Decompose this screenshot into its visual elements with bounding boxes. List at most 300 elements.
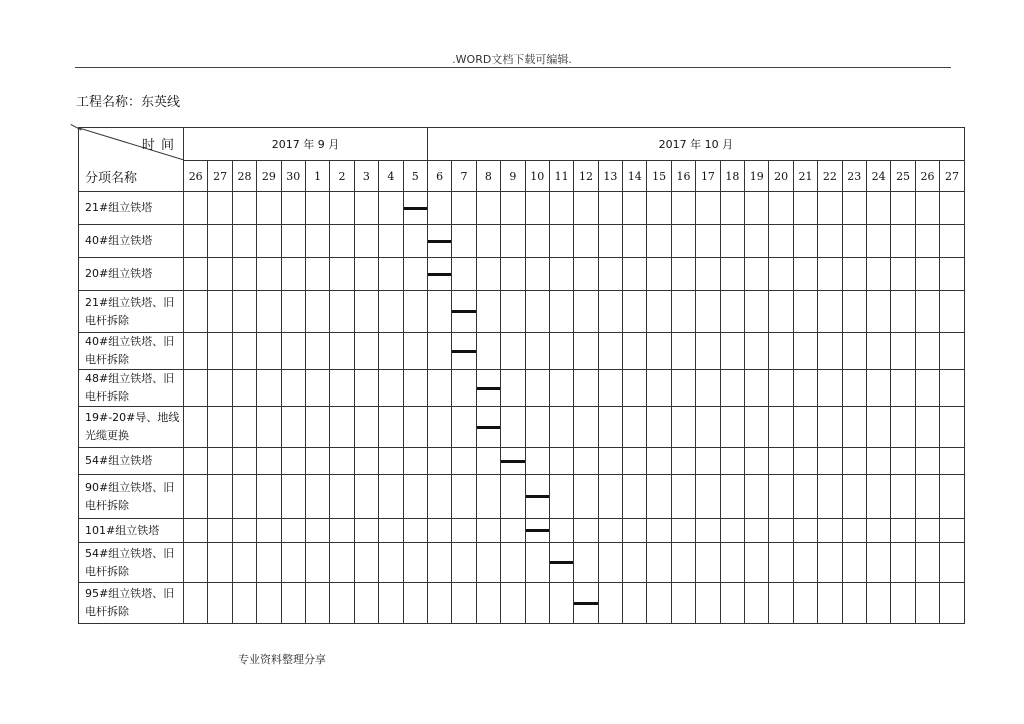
schedule-cell xyxy=(598,370,622,407)
schedule-cell xyxy=(574,333,598,370)
schedule-cell xyxy=(184,583,208,624)
schedule-cell xyxy=(915,258,939,291)
schedule-cell xyxy=(574,583,598,624)
table-row xyxy=(79,407,965,448)
day-header: 20 xyxy=(769,161,793,192)
schedule-cell xyxy=(940,519,965,543)
schedule-cell xyxy=(501,543,525,583)
schedule-cell xyxy=(305,192,329,225)
schedule-cell xyxy=(427,583,451,624)
task-name: 21#组立铁塔、旧电杆拆除 xyxy=(79,291,184,333)
day-header: 18 xyxy=(720,161,744,192)
schedule-cell xyxy=(403,543,427,583)
day-header: 24 xyxy=(866,161,890,192)
schedule-cell xyxy=(720,407,744,448)
table-row xyxy=(79,475,965,519)
schedule-cell xyxy=(623,258,647,291)
schedule-cell xyxy=(866,475,890,519)
day-header: 11 xyxy=(549,161,573,192)
schedule-cell xyxy=(525,407,549,448)
schedule-cell xyxy=(671,192,695,225)
schedule-cell xyxy=(671,448,695,475)
schedule-cell xyxy=(598,225,622,258)
schedule-cell xyxy=(403,333,427,370)
gantt-schedule-table xyxy=(78,127,965,624)
schedule-cell xyxy=(354,333,378,370)
schedule-cell xyxy=(427,291,451,333)
schedule-cell xyxy=(525,291,549,333)
schedule-cell xyxy=(818,448,842,475)
schedule-cell xyxy=(842,583,866,624)
schedule-cell xyxy=(549,519,573,543)
schedule-cell xyxy=(525,448,549,475)
schedule-cell xyxy=(208,370,232,407)
table-row xyxy=(79,192,965,225)
schedule-cell xyxy=(769,583,793,624)
schedule-cell xyxy=(501,448,525,475)
table-row xyxy=(79,370,965,407)
schedule-cell xyxy=(696,370,720,407)
table-row xyxy=(79,519,965,543)
day-header: 13 xyxy=(598,161,622,192)
schedule-cell xyxy=(818,192,842,225)
schedule-cell xyxy=(427,225,451,258)
schedule-cell xyxy=(769,370,793,407)
schedule-cell xyxy=(257,333,281,370)
task-name: 90#组立铁塔、旧电杆拆除 xyxy=(79,475,184,519)
schedule-cell xyxy=(720,519,744,543)
schedule-cell xyxy=(281,519,305,543)
schedule-cell xyxy=(549,291,573,333)
schedule-cell xyxy=(184,225,208,258)
schedule-cell xyxy=(769,258,793,291)
schedule-cell xyxy=(818,583,842,624)
header-rule xyxy=(75,67,951,68)
task-name: 19#-20#导、地线光缆更换 xyxy=(79,407,184,448)
schedule-bar xyxy=(452,350,475,353)
schedule-cell xyxy=(281,407,305,448)
schedule-cell xyxy=(842,543,866,583)
day-header: 12 xyxy=(574,161,598,192)
schedule-bar xyxy=(404,207,427,210)
schedule-cell xyxy=(305,258,329,291)
schedule-cell xyxy=(720,225,744,258)
schedule-cell xyxy=(696,333,720,370)
schedule-cell xyxy=(281,333,305,370)
schedule-cell xyxy=(501,258,525,291)
schedule-cell xyxy=(818,519,842,543)
schedule-cell xyxy=(745,519,769,543)
schedule-cell xyxy=(940,475,965,519)
schedule-cell xyxy=(257,258,281,291)
schedule-cell xyxy=(793,519,817,543)
schedule-cell xyxy=(574,448,598,475)
schedule-cell xyxy=(696,192,720,225)
schedule-cell xyxy=(330,407,354,448)
schedule-cell xyxy=(647,583,671,624)
schedule-cell xyxy=(915,583,939,624)
schedule-cell xyxy=(525,192,549,225)
schedule-cell xyxy=(891,519,915,543)
schedule-cell xyxy=(647,258,671,291)
schedule-cell xyxy=(818,291,842,333)
day-header: 21 xyxy=(793,161,817,192)
schedule-cell xyxy=(769,475,793,519)
schedule-cell xyxy=(671,258,695,291)
schedule-cell xyxy=(598,543,622,583)
schedule-cell xyxy=(623,519,647,543)
schedule-bar xyxy=(477,387,500,390)
schedule-cell xyxy=(891,192,915,225)
schedule-bar xyxy=(526,529,549,532)
schedule-cell xyxy=(427,448,451,475)
schedule-cell xyxy=(671,291,695,333)
schedule-cell xyxy=(793,258,817,291)
schedule-cell xyxy=(866,370,890,407)
schedule-cell xyxy=(793,291,817,333)
day-header: 1 xyxy=(305,161,329,192)
schedule-cell xyxy=(232,448,256,475)
schedule-cell xyxy=(379,475,403,519)
header-item-name-label: 分项名称 xyxy=(85,171,138,186)
schedule-cell xyxy=(330,225,354,258)
schedule-cell xyxy=(330,370,354,407)
day-header: 5 xyxy=(403,161,427,192)
schedule-cell xyxy=(793,407,817,448)
day-header: 2 xyxy=(330,161,354,192)
schedule-cell xyxy=(257,583,281,624)
day-header: 30 xyxy=(281,161,305,192)
schedule-cell xyxy=(793,192,817,225)
schedule-cell xyxy=(330,543,354,583)
schedule-cell xyxy=(671,407,695,448)
schedule-bar xyxy=(452,310,475,313)
schedule-cell xyxy=(232,543,256,583)
schedule-cell xyxy=(403,370,427,407)
schedule-cell xyxy=(427,519,451,543)
schedule-cell xyxy=(452,333,476,370)
schedule-cell xyxy=(598,291,622,333)
schedule-cell xyxy=(549,370,573,407)
schedule-cell xyxy=(647,333,671,370)
schedule-cell xyxy=(940,370,965,407)
schedule-cell xyxy=(476,448,500,475)
schedule-cell xyxy=(549,448,573,475)
schedule-cell xyxy=(940,258,965,291)
day-header: 3 xyxy=(354,161,378,192)
schedule-cell xyxy=(915,291,939,333)
schedule-cell xyxy=(818,475,842,519)
schedule-cell xyxy=(818,225,842,258)
schedule-cell xyxy=(598,448,622,475)
schedule-cell xyxy=(403,475,427,519)
schedule-cell xyxy=(184,333,208,370)
table-row xyxy=(79,225,965,258)
schedule-cell xyxy=(598,519,622,543)
schedule-cell xyxy=(354,370,378,407)
schedule-cell xyxy=(379,448,403,475)
schedule-cell xyxy=(379,370,403,407)
schedule-cell xyxy=(501,370,525,407)
schedule-cell xyxy=(305,519,329,543)
schedule-cell xyxy=(842,291,866,333)
schedule-cell xyxy=(452,519,476,543)
schedule-cell xyxy=(476,519,500,543)
schedule-cell xyxy=(891,333,915,370)
schedule-cell xyxy=(379,192,403,225)
schedule-cell xyxy=(501,475,525,519)
schedule-cell xyxy=(452,192,476,225)
schedule-cell xyxy=(354,475,378,519)
schedule-cell xyxy=(257,543,281,583)
schedule-cell xyxy=(720,370,744,407)
schedule-cell xyxy=(330,192,354,225)
schedule-cell xyxy=(305,370,329,407)
schedule-cell xyxy=(891,291,915,333)
day-header: 25 xyxy=(891,161,915,192)
schedule-cell xyxy=(549,583,573,624)
schedule-cell xyxy=(842,475,866,519)
schedule-cell xyxy=(769,448,793,475)
schedule-cell xyxy=(452,543,476,583)
schedule-cell xyxy=(305,291,329,333)
schedule-cell xyxy=(745,583,769,624)
schedule-cell xyxy=(696,225,720,258)
schedule-cell xyxy=(330,519,354,543)
day-header: 16 xyxy=(671,161,695,192)
schedule-cell xyxy=(842,448,866,475)
schedule-cell xyxy=(720,291,744,333)
schedule-cell xyxy=(427,475,451,519)
schedule-cell xyxy=(915,519,939,543)
schedule-cell xyxy=(305,448,329,475)
schedule-cell xyxy=(769,543,793,583)
schedule-cell xyxy=(671,333,695,370)
schedule-cell xyxy=(403,407,427,448)
schedule-cell xyxy=(769,225,793,258)
day-header: 29 xyxy=(257,161,281,192)
schedule-cell xyxy=(501,291,525,333)
schedule-cell xyxy=(208,333,232,370)
schedule-cell xyxy=(574,407,598,448)
schedule-cell xyxy=(940,448,965,475)
schedule-cell xyxy=(379,258,403,291)
schedule-cell xyxy=(940,225,965,258)
schedule-cell xyxy=(793,448,817,475)
schedule-cell xyxy=(574,225,598,258)
day-header: 15 xyxy=(647,161,671,192)
schedule-cell xyxy=(184,475,208,519)
schedule-cell xyxy=(501,407,525,448)
schedule-cell xyxy=(379,583,403,624)
schedule-cell xyxy=(281,258,305,291)
schedule-cell xyxy=(403,225,427,258)
schedule-cell xyxy=(671,543,695,583)
schedule-cell xyxy=(281,291,305,333)
schedule-cell xyxy=(208,258,232,291)
schedule-cell xyxy=(354,519,378,543)
schedule-cell xyxy=(915,407,939,448)
schedule-cell xyxy=(476,583,500,624)
schedule-cell xyxy=(866,258,890,291)
schedule-cell xyxy=(257,370,281,407)
task-name: 21#组立铁塔 xyxy=(79,192,184,225)
schedule-cell xyxy=(379,519,403,543)
schedule-cell xyxy=(793,543,817,583)
task-name: 54#组立铁塔 xyxy=(79,448,184,475)
schedule-cell xyxy=(623,407,647,448)
schedule-cell xyxy=(793,475,817,519)
schedule-cell xyxy=(184,407,208,448)
schedule-bar xyxy=(574,602,597,605)
schedule-cell xyxy=(501,225,525,258)
schedule-cell xyxy=(427,370,451,407)
schedule-cell xyxy=(525,543,549,583)
month-header: 2017 年 9 月 xyxy=(184,128,428,161)
task-name: 54#组立铁塔、旧电杆拆除 xyxy=(79,543,184,583)
schedule-cell xyxy=(866,192,890,225)
schedule-cell xyxy=(281,370,305,407)
schedule-cell xyxy=(745,407,769,448)
schedule-cell xyxy=(818,258,842,291)
schedule-cell xyxy=(745,192,769,225)
schedule-cell xyxy=(647,519,671,543)
schedule-cell xyxy=(745,475,769,519)
day-header: 26 xyxy=(915,161,939,192)
schedule-cell xyxy=(866,448,890,475)
schedule-cell xyxy=(574,519,598,543)
schedule-cell xyxy=(769,192,793,225)
schedule-cell xyxy=(281,543,305,583)
table-corner-header xyxy=(79,128,184,192)
schedule-cell xyxy=(574,370,598,407)
schedule-cell xyxy=(281,583,305,624)
schedule-cell xyxy=(452,225,476,258)
schedule-cell xyxy=(940,583,965,624)
schedule-cell xyxy=(476,543,500,583)
schedule-bar xyxy=(428,240,451,243)
day-header: 19 xyxy=(745,161,769,192)
schedule-cell xyxy=(354,583,378,624)
schedule-cell xyxy=(720,258,744,291)
schedule-cell xyxy=(598,583,622,624)
schedule-cell xyxy=(476,291,500,333)
schedule-cell xyxy=(427,407,451,448)
schedule-cell xyxy=(330,448,354,475)
schedule-cell xyxy=(793,333,817,370)
schedule-cell xyxy=(403,258,427,291)
schedule-cell xyxy=(452,258,476,291)
schedule-cell xyxy=(915,192,939,225)
schedule-cell xyxy=(379,543,403,583)
page-footer: 专业资料整理分享 xyxy=(238,653,326,666)
schedule-cell xyxy=(232,333,256,370)
schedule-cell xyxy=(940,333,965,370)
schedule-cell xyxy=(745,370,769,407)
schedule-cell xyxy=(354,258,378,291)
schedule-cell xyxy=(501,333,525,370)
schedule-cell xyxy=(647,475,671,519)
schedule-cell xyxy=(866,291,890,333)
schedule-cell xyxy=(525,519,549,543)
schedule-cell xyxy=(671,519,695,543)
schedule-cell xyxy=(476,258,500,291)
day-header: 17 xyxy=(696,161,720,192)
project-name: 工程名称：东英线 xyxy=(76,95,181,110)
table-row xyxy=(79,543,965,583)
schedule-cell xyxy=(842,258,866,291)
schedule-cell xyxy=(598,475,622,519)
schedule-cell xyxy=(501,519,525,543)
task-name: 95#组立铁塔、旧电杆拆除 xyxy=(79,583,184,624)
schedule-cell xyxy=(696,543,720,583)
schedule-cell xyxy=(305,407,329,448)
schedule-cell xyxy=(623,475,647,519)
schedule-cell xyxy=(866,519,890,543)
schedule-cell xyxy=(232,291,256,333)
task-name: 40#组立铁塔、旧电杆拆除 xyxy=(79,333,184,370)
schedule-cell xyxy=(476,370,500,407)
schedule-cell xyxy=(403,519,427,543)
schedule-cell xyxy=(330,475,354,519)
schedule-cell xyxy=(745,448,769,475)
schedule-cell xyxy=(574,192,598,225)
schedule-cell xyxy=(525,258,549,291)
schedule-cell xyxy=(842,225,866,258)
schedule-cell xyxy=(208,475,232,519)
schedule-cell xyxy=(184,448,208,475)
schedule-cell xyxy=(208,543,232,583)
schedule-cell xyxy=(647,370,671,407)
schedule-cell xyxy=(184,519,208,543)
schedule-cell xyxy=(793,225,817,258)
schedule-cell xyxy=(818,370,842,407)
schedule-cell xyxy=(232,225,256,258)
schedule-cell xyxy=(891,258,915,291)
schedule-cell xyxy=(940,192,965,225)
schedule-cell xyxy=(915,333,939,370)
day-header: 9 xyxy=(501,161,525,192)
schedule-cell xyxy=(403,583,427,624)
schedule-cell xyxy=(476,333,500,370)
schedule-cell xyxy=(696,407,720,448)
schedule-cell xyxy=(208,192,232,225)
schedule-cell xyxy=(232,583,256,624)
schedule-cell xyxy=(525,475,549,519)
schedule-cell xyxy=(354,448,378,475)
schedule-cell xyxy=(525,225,549,258)
schedule-cell xyxy=(501,583,525,624)
schedule-cell xyxy=(623,583,647,624)
task-name: 48#组立铁塔、旧电杆拆除 xyxy=(79,370,184,407)
schedule-cell xyxy=(866,407,890,448)
schedule-cell xyxy=(623,543,647,583)
schedule-cell xyxy=(257,291,281,333)
schedule-cell xyxy=(720,475,744,519)
schedule-cell xyxy=(647,192,671,225)
schedule-cell xyxy=(842,519,866,543)
schedule-cell xyxy=(842,407,866,448)
schedule-cell xyxy=(257,519,281,543)
schedule-cell xyxy=(574,258,598,291)
schedule-cell xyxy=(598,407,622,448)
task-name: 101#组立铁塔 xyxy=(79,519,184,543)
schedule-cell xyxy=(549,258,573,291)
schedule-cell xyxy=(696,258,720,291)
schedule-cell xyxy=(452,448,476,475)
schedule-cell xyxy=(574,475,598,519)
day-header: 27 xyxy=(208,161,232,192)
